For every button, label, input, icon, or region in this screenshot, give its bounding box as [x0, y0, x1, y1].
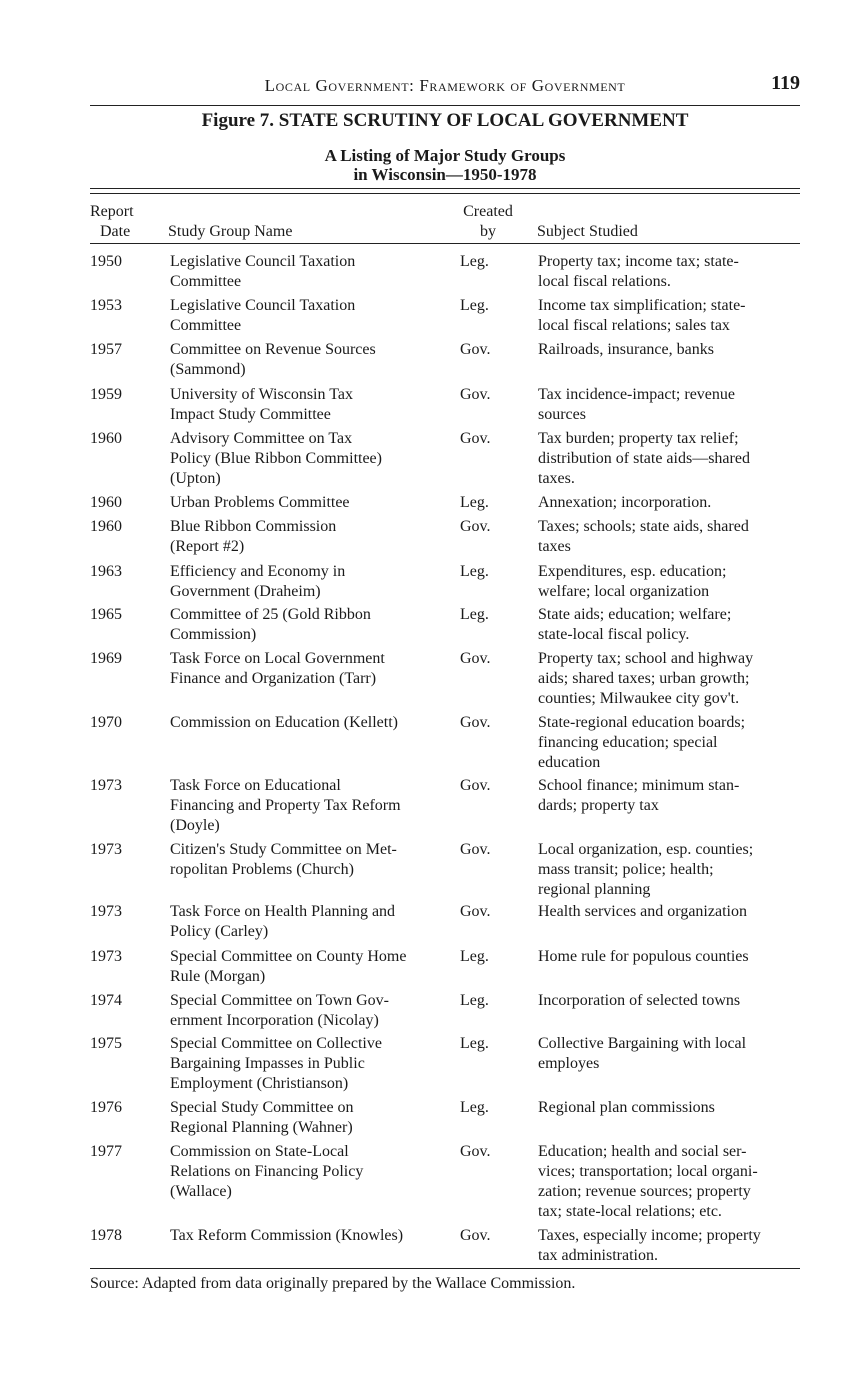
subject-studied-cell-line: Local organization, esp. counties;: [538, 841, 754, 858]
created-by-cell-line: Leg.: [460, 606, 489, 623]
subject-studied-cell-line: Annexation; incorporation.: [538, 494, 712, 511]
created-by-cell-line: Leg.: [460, 563, 489, 580]
created-by-cell-line: Gov.: [460, 518, 491, 535]
subject-studied-cell-line: State aids; education; welfare;: [538, 606, 732, 623]
subject-studied-cell-line: welfare; local organization: [538, 583, 710, 600]
study-group-name-cell-line: Blue Ribbon Commission: [170, 518, 337, 535]
subject-studied-cell: [538, 562, 803, 602]
study-group-name-cell-line: Efficiency and Economy in: [170, 563, 346, 580]
study-group-name-cell-line: ernment Incorporation (Nicolay): [170, 1012, 379, 1029]
subject-studied-cell-line: Home rule for populous counties: [538, 948, 749, 965]
subject-studied-cell-line: tax administration.: [538, 1247, 658, 1264]
study-group-name-cell-line: Policy (Carley): [170, 923, 269, 940]
report-date-cell: [90, 991, 150, 1011]
study-group-name-cell-line: Special Committee on County Home: [170, 948, 407, 965]
report-date-cell: [90, 562, 150, 582]
subject-studied-cell-line: taxes: [538, 538, 571, 555]
study-group-name-cell-line: Finance and Organization (Tarr): [170, 670, 377, 687]
subject-studied-cell: [538, 991, 803, 1011]
study-group-name-cell: [170, 385, 455, 425]
created-by-cell-line: Gov.: [460, 1227, 491, 1244]
figure-title: Figure 7. STATE SCRUTINY OF LOCAL GOVERNMENT: [201, 110, 689, 131]
report-date-cell-line: 1959: [90, 386, 122, 403]
study-group-name-cell: [170, 991, 455, 1031]
created-by-cell-line: Gov.: [460, 777, 491, 794]
figure-subtitle: [90, 146, 800, 184]
subject-studied-cell: [538, 713, 803, 773]
report-date-cell: [90, 429, 150, 449]
subject-studied-cell-line: sources: [538, 406, 586, 423]
study-group-name-cell-line: Committee: [170, 273, 242, 290]
subject-studied-cell: [538, 340, 803, 360]
subject-studied-cell: [538, 296, 803, 336]
report-date-cell-line: 1950: [90, 253, 122, 270]
study-group-name-cell-line: Rule (Morgan): [170, 968, 266, 985]
subject-studied-cell: [538, 1034, 803, 1074]
study-group-name-cell-line: Regional Planning (Wahner): [170, 1119, 353, 1136]
study-group-name-cell: [170, 517, 455, 557]
subject-studied-cell-line: Taxes; schools; state aids, shared: [538, 518, 749, 535]
subject-studied-cell: [538, 1098, 803, 1118]
created-by-cell: [460, 385, 520, 405]
report-date-cell: [90, 252, 150, 272]
report-date-cell-line: 1969: [90, 650, 122, 667]
created-by-cell: [460, 776, 520, 796]
created-by-cell-line: Leg.: [460, 297, 489, 314]
study-group-name-cell: [170, 296, 455, 336]
created-by-cell: [460, 562, 520, 582]
subject-studied-cell-line: employes: [538, 1055, 600, 1072]
table-top-rule-2: [90, 193, 800, 194]
report-date-cell: [90, 493, 150, 513]
header-date-line-1: Report: [90, 203, 134, 220]
report-date-cell: [90, 1098, 150, 1118]
created-by-cell: [460, 649, 520, 669]
subject-studied-cell-line: Railroads, insurance, banks: [538, 341, 714, 358]
created-by-cell-line: Gov.: [460, 386, 491, 403]
report-date-cell-line: 1973: [90, 841, 122, 858]
report-date-cell-line: 1960: [90, 494, 122, 511]
study-group-name-cell: [170, 252, 455, 292]
report-date-cell: [90, 902, 150, 922]
study-group-name-cell-line: (Upton): [170, 470, 221, 487]
study-group-name-cell-line: (Report #2): [170, 538, 245, 555]
created-by-cell-line: Leg.: [460, 494, 489, 511]
header-by-line-2: by: [480, 223, 496, 240]
study-group-name-cell-line: Bargaining Impasses in Public: [170, 1055, 365, 1072]
created-by-cell: [460, 1142, 520, 1162]
report-date-cell: [90, 1034, 150, 1054]
running-head: [90, 72, 800, 100]
subject-studied-cell-line: Tax burden; property tax relief;: [538, 430, 739, 447]
subject-studied-cell-line: vices; transportation; local organi-: [538, 1163, 758, 1180]
study-group-name-cell: [170, 1034, 455, 1094]
study-group-name-cell-line: Task Force on Educational: [170, 777, 341, 794]
table-top-rule-1: [90, 188, 800, 189]
study-group-name-cell-line: Legislative Council Taxation: [170, 297, 356, 314]
created-by-cell: [460, 991, 520, 1011]
study-group-name-cell-line: Urban Problems Committee: [170, 494, 350, 511]
report-date-cell-line: 1960: [90, 430, 122, 447]
study-group-name-cell: [170, 713, 455, 733]
study-group-name-cell-line: Task Force on Local Government: [170, 650, 385, 667]
subject-studied-cell: [538, 649, 803, 709]
report-date-cell-line: 1953: [90, 297, 122, 314]
report-date-cell-line: 1976: [90, 1099, 122, 1116]
study-group-name-cell: [170, 429, 455, 489]
created-by-cell: [460, 840, 520, 860]
created-by-cell: [460, 1226, 520, 1246]
subject-studied-cell-line: zation; revenue sources; property: [538, 1183, 751, 1200]
study-group-name-cell: [170, 493, 455, 513]
study-group-name-cell-line: Special Committee on Collective: [170, 1035, 382, 1052]
report-date-cell-line: 1973: [90, 903, 122, 920]
subject-studied-cell-line: aids; shared taxes; urban growth;: [538, 670, 750, 687]
subtitle-line-2: in Wisconsin—1950-1978: [353, 165, 537, 184]
running-title: Local Government: Framework of Government: [264, 76, 626, 95]
study-group-name-cell-line: Committee on Revenue Sources: [170, 341, 376, 358]
created-by-cell-line: Leg.: [460, 992, 489, 1009]
header-date: [90, 202, 134, 242]
table-bottom-rule: [90, 1268, 800, 1269]
report-date-cell-line: 1973: [90, 948, 122, 965]
subject-studied-cell-line: local fiscal relations; sales tax: [538, 317, 730, 334]
report-date-cell: [90, 385, 150, 405]
study-group-name-cell-line: Citizen's Study Committee on Met-: [170, 841, 397, 858]
subject-studied-cell-line: School finance; minimum stan-: [538, 777, 740, 794]
subject-studied-cell-line: tax; state-local relations; etc.: [538, 1203, 722, 1220]
study-group-name-cell: [170, 1226, 455, 1246]
created-by-cell: [460, 605, 520, 625]
study-group-name-cell-line: Commission on Education (Kellett): [170, 714, 398, 731]
report-date-cell: [90, 649, 150, 669]
report-date-cell: [90, 1142, 150, 1162]
study-group-name-cell: [170, 562, 455, 602]
created-by-cell: [460, 296, 520, 316]
created-by-cell: [460, 429, 520, 449]
header-created-by: [458, 202, 518, 242]
subject-studied-cell-line: Incorporation of selected towns: [538, 992, 741, 1009]
source-note: Source: Adapted from data originally prepared by the Wallace Commission.: [90, 1275, 576, 1292]
subject-studied-cell: [538, 902, 803, 922]
study-group-name-cell-line: Financing and Property Tax Reform: [170, 797, 401, 814]
study-group-name-cell-line: Task Force on Health Planning and: [170, 903, 396, 920]
report-date-cell: [90, 605, 150, 625]
subject-studied-cell: [538, 517, 803, 557]
study-group-name-cell: [170, 649, 455, 689]
report-date-cell-line: 1977: [90, 1143, 122, 1160]
subject-studied-cell-line: dards; property tax: [538, 797, 659, 814]
created-by-cell-line: Gov.: [460, 1143, 491, 1160]
subject-studied-cell-line: Taxes, especially income; property: [538, 1227, 761, 1244]
study-group-name-cell-line: Special Study Committee on: [170, 1099, 354, 1116]
created-by-cell-line: Gov.: [460, 430, 491, 447]
created-by-cell-line: Leg.: [460, 948, 489, 965]
subject-studied-cell-line: Collective Bargaining with local: [538, 1035, 747, 1052]
subject-studied-cell: [538, 493, 803, 513]
study-group-name-cell-line: Commission on State-Local: [170, 1143, 349, 1160]
subject-studied-cell-line: Health services and organization: [538, 903, 747, 920]
subject-studied-cell: [538, 252, 803, 292]
header-subject: Subject Studied: [537, 223, 638, 240]
subject-studied-cell-line: Property tax; school and highway: [538, 650, 754, 667]
study-group-name-cell: [170, 947, 455, 987]
subject-studied-cell-line: regional planning: [538, 881, 651, 898]
created-by-cell-line: Gov.: [460, 341, 491, 358]
study-group-name-cell-line: Relations on Financing Policy: [170, 1163, 364, 1180]
study-group-name-cell-line: University of Wisconsin Tax: [170, 386, 353, 403]
header-bottom-rule: [90, 243, 800, 244]
study-group-name-cell: [170, 840, 455, 880]
report-date-cell: [90, 776, 150, 796]
subject-studied-cell-line: distribution of state aids—shared: [538, 450, 750, 467]
created-by-cell-line: Gov.: [460, 903, 491, 920]
report-date-cell-line: 1978: [90, 1227, 122, 1244]
study-group-name-cell-line: Government (Draheim): [170, 583, 321, 600]
report-date-cell: [90, 840, 150, 860]
study-group-name-cell: [170, 340, 455, 380]
subject-studied-cell-line: Income tax simplification; state-: [538, 297, 746, 314]
study-group-name-cell-line: (Sammond): [170, 361, 246, 378]
study-group-name-cell-line: Advisory Committee on Tax: [170, 430, 353, 447]
created-by-cell-line: Leg.: [460, 1099, 489, 1116]
report-date-cell-line: 1970: [90, 714, 122, 731]
created-by-cell-line: Leg.: [460, 253, 489, 270]
subject-studied-cell-line: state-local fiscal policy.: [538, 626, 690, 643]
study-group-name-cell-line: Committee: [170, 317, 242, 334]
subject-studied-cell-line: Regional plan commissions: [538, 1099, 715, 1116]
created-by-cell: [460, 340, 520, 360]
created-by-cell: [460, 493, 520, 513]
header-rule: [90, 105, 800, 106]
subject-studied-cell: [538, 947, 803, 967]
created-by-cell: [460, 902, 520, 922]
subject-studied-cell: [538, 429, 803, 489]
study-group-name-cell-line: Tax Reform Commission (Knowles): [170, 1227, 404, 1244]
report-date-cell-line: 1975: [90, 1035, 122, 1052]
report-date-cell: [90, 947, 150, 967]
created-by-cell: [460, 517, 520, 537]
report-date-cell-line: 1963: [90, 563, 122, 580]
report-date-cell: [90, 713, 150, 733]
page-number: 119: [771, 72, 800, 94]
created-by-cell-line: Gov.: [460, 714, 491, 731]
study-group-name-cell-line: (Wallace): [170, 1183, 232, 1200]
study-group-name-cell-line: Committee of 25 (Gold Ribbon: [170, 606, 371, 623]
study-group-name-cell-line: Policy (Blue Ribbon Committee): [170, 450, 382, 467]
header-name: Study Group Name: [168, 223, 293, 240]
report-date-cell-line: 1960: [90, 518, 122, 535]
created-by-cell-line: Leg.: [460, 1035, 489, 1052]
subject-studied-cell: [538, 605, 803, 645]
report-date-cell-line: 1957: [90, 341, 122, 358]
subject-studied-cell: [538, 840, 803, 900]
created-by-cell: [460, 713, 520, 733]
created-by-cell: [460, 1098, 520, 1118]
study-group-name-cell: [170, 1142, 455, 1202]
subject-studied-cell-line: Tax incidence-impact; revenue: [538, 386, 735, 403]
study-group-name-cell: [170, 605, 455, 645]
header-by-line-1: Created: [463, 203, 513, 220]
subject-studied-cell-line: State-regional education boards;: [538, 714, 746, 731]
subject-studied-cell-line: Property tax; income tax; state-: [538, 253, 739, 270]
study-group-name-cell-line: ropolitan Problems (Church): [170, 861, 354, 878]
subject-studied-cell-line: taxes.: [538, 470, 575, 487]
report-date-cell: [90, 517, 150, 537]
subject-studied-cell-line: local fiscal relations.: [538, 273, 671, 290]
subject-studied-cell: [538, 1226, 803, 1266]
study-group-name-cell: [170, 776, 455, 836]
study-group-name-cell-line: Special Committee on Town Gov-: [170, 992, 389, 1009]
subject-studied-cell-line: Education; health and social ser-: [538, 1143, 747, 1160]
study-group-name-cell-line: (Doyle): [170, 817, 220, 834]
subject-studied-cell-line: counties; Milwaukee city gov't.: [538, 690, 740, 707]
created-by-cell-line: Gov.: [460, 650, 491, 667]
subject-studied-cell: [538, 776, 803, 816]
study-group-name-cell: [170, 1098, 455, 1138]
study-group-name-cell-line: Commission): [170, 626, 257, 643]
study-group-name-cell-line: Legislative Council Taxation: [170, 253, 356, 270]
header-date-line-2: Date: [100, 223, 131, 240]
subject-studied-cell-line: mass transit; police; health;: [538, 861, 714, 878]
report-date-cell: [90, 1226, 150, 1246]
created-by-cell: [460, 947, 520, 967]
subject-studied-cell-line: education: [538, 754, 601, 771]
subject-studied-cell: [538, 385, 803, 425]
subject-studied-cell-line: Expenditures, esp. education;: [538, 563, 727, 580]
created-by-cell: [460, 252, 520, 272]
created-by-cell-line: Gov.: [460, 841, 491, 858]
subject-studied-cell: [538, 1142, 803, 1222]
study-group-name-cell-line: Impact Study Committee: [170, 406, 331, 423]
report-date-cell-line: 1973: [90, 777, 122, 794]
study-group-name-cell: [170, 902, 455, 942]
created-by-cell: [460, 1034, 520, 1054]
report-date-cell-line: 1974: [90, 992, 122, 1009]
report-date-cell: [90, 296, 150, 316]
report-date-cell: [90, 340, 150, 360]
report-date-cell-line: 1965: [90, 606, 122, 623]
subject-studied-cell-line: financing education; special: [538, 734, 718, 751]
study-group-name-cell-line: Employment (Christianson): [170, 1075, 349, 1092]
subtitle-line-1: A Listing of Major Study Groups: [324, 146, 566, 165]
